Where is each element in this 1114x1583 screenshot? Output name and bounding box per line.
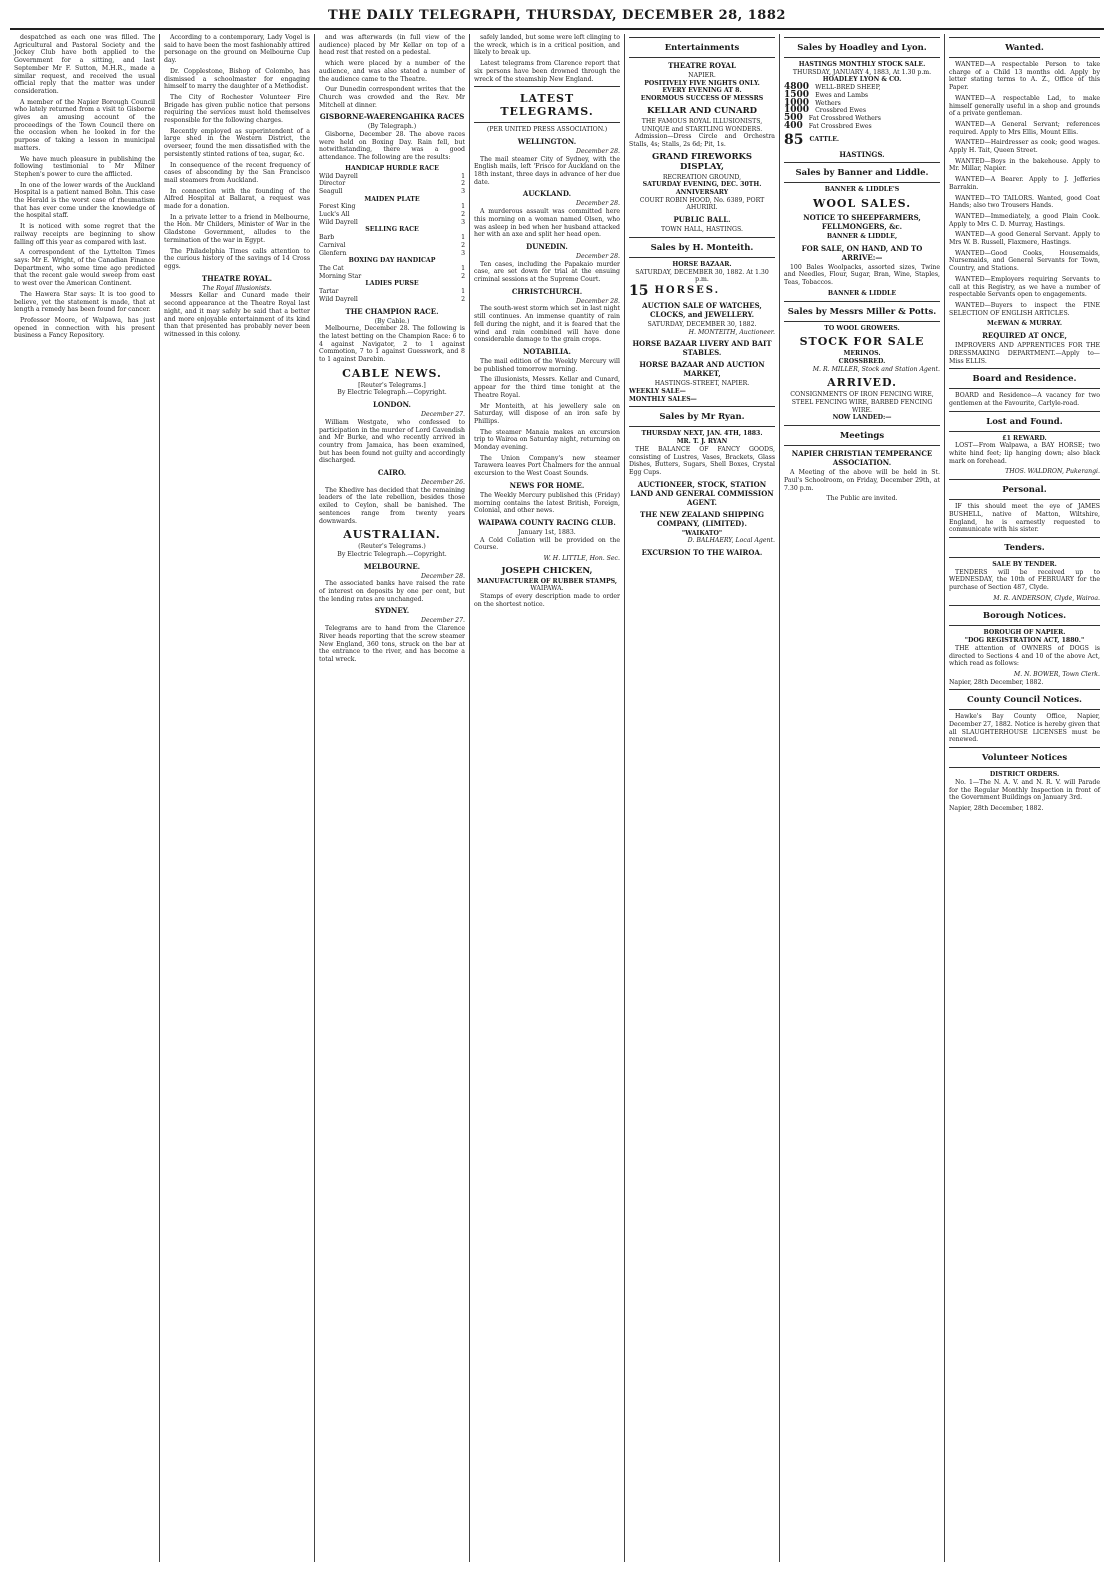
race-results [319, 173, 465, 196]
paragraph: We have much pleasure in publishing the following testimonial to Mr Milner Stephen's power to cure the afflicted. [14, 155, 155, 178]
signature: THOS. WALDRON, Pukerangi. [1005, 468, 1100, 476]
race-result-row [319, 296, 465, 304]
masthead-rule [10, 28, 1104, 30]
advert-line: CROSSBRED. [838, 357, 886, 365]
advert-subheading: MANUFACTURER OF RUBBER STAMPS, [477, 577, 617, 585]
column-2 [160, 34, 315, 1562]
section-heading: NOTABILIA. [522, 346, 571, 356]
dateline: December 28. [575, 252, 620, 260]
race-heading: HANDICAP HURDLE RACE [345, 164, 439, 172]
advert-heading: WOOL SALES. [812, 197, 912, 211]
signature: H. MONTEITH, Auctioneer. [688, 328, 775, 336]
section-subheading: (Reuter's Telegrams.) [358, 543, 426, 551]
advert-line: BANNER & LIDDLE'S [824, 186, 900, 194]
section-heading: LATEST TELEGRAMS. [500, 92, 594, 119]
placing: 2 [461, 241, 465, 249]
paragraph: No. 1—The N. A. V. and N. R. V. will Parade for the Regular Monthly Inspection in front of the Government Buildings on January 3rd. [949, 778, 1100, 802]
paragraph: A murderous assault was committed here this morning on a woman named Olsen, who was asleep in bed when her husband attacked her with an axe and split her head open. [474, 208, 620, 239]
section-heading: Sales by Messrs Miller & Potts. [787, 306, 937, 317]
dateline: December 27. [420, 411, 465, 419]
advert-line: "WAIKATO" [681, 529, 723, 537]
classified-ad: TENDERS will be received up to WEDNESDAY, the 10th of FEBRUARY for the purchase of Section 487, Clyde. [949, 568, 1100, 592]
horse-name: Tartar [319, 288, 339, 296]
paragraph: despatched as each one was filled. The Agricultural and Pastoral Society and the Jockey Club have both applied to the Government for a sitting, and last September Mr F. Sutton, M.H.R., made a similar request, and received the usual official reply that the matter was under consideration. [14, 34, 155, 95]
horse-name: Wild Dayrell [319, 218, 358, 226]
advert-heading: HORSE BAZAAR LIVERY AND BAIT STABLES. [632, 339, 772, 358]
stock-row [784, 107, 940, 115]
section-heading: THE CHAMPION RACE. [345, 306, 439, 316]
race-heading: SELLING RACE [365, 226, 419, 234]
stock-count: 1500 [784, 89, 810, 100]
section-heading: Entertainments [664, 43, 740, 53]
section-heading: GISBORNE-WAERENGAHIKA RACES [319, 112, 465, 122]
section-heading: Volunteer Notices [981, 753, 1068, 764]
placing: 1 [461, 203, 465, 211]
section-subheading: By Electric Telegraph.—Copyright. [337, 550, 447, 558]
paragraph: and was afterwards (in full view of the audience) placed by Mr Kellar on top of a head rest that rested on a pedestal. [319, 34, 465, 57]
stock-description: Ewes and Lambs [815, 91, 869, 99]
advert-line: NAPIER. [688, 72, 716, 79]
paragraph: A Meeting of the above will be held in St. Paul's Schoolroom, on Friday, December 29th, at 7.30 p.m. [784, 469, 940, 492]
signature: W. H. LITTLE, Hon. Sec. [543, 555, 620, 563]
race-result-row [319, 211, 465, 219]
paragraph: Stamps of every description made to order on the shortest notice. [474, 593, 620, 608]
classified-ad: IF this should meet the eye of JAMES BUSHELL, native of Matton, Wiltshire, England, he is earnestly requested to communicate with his sister. [949, 503, 1100, 534]
paragraph: The mail edition of the Weekly Mercury will be published tomorrow morning. [474, 357, 620, 373]
placing: 1 [461, 172, 465, 180]
horse-name: The Cat [319, 264, 344, 272]
horse-name: Wild Dayrell [319, 295, 358, 303]
section-heading: Sales by Banner and Liddle. [795, 168, 929, 179]
classified-ad: WANTED—TO TAILORS. Wanted, good Coat Hands; also two Trousers Hands. [949, 194, 1100, 210]
paragraph: William Westgate, who confessed to participation in the murder of Lord Cavendish and Mr Burke, and who recently arrived in country from Jamaica, has been examined, but has been found not guilty and accordingly discharged. [319, 418, 465, 465]
dateline: Napier, 28th December, 1882. [949, 805, 1044, 812]
horse-name: Forest King [319, 203, 356, 211]
advert-heading: NOTICE TO SHEEPFARMERS, FELLMONGERS, &c. [803, 213, 921, 232]
classified-ad: WANTED—Immediately, a good Plain Cook. Apply to Mrs C. D. Murray, Hastings. [949, 212, 1100, 228]
advert-line: BANNER & LIDDLE, [826, 233, 898, 241]
advert-line: BANNER & LIDDLE [827, 289, 897, 297]
paragraph: THE attention of OWNERS of DOGS is directed to Sections 4 and 10 of the above Act, which read as follows: [949, 644, 1100, 668]
advert-heading: JOSEPH CHICKEN, [501, 565, 593, 576]
race-heading: BOXING DAY HANDICAP [348, 257, 436, 265]
race-results [319, 265, 465, 280]
dateline-heading: DUNEDIN. [526, 241, 568, 251]
classified-ad: WANTED—Employers requiring Servants to call at this Registry, as we have a number of respectable Servants open to engagements. [949, 275, 1100, 299]
column-4 [470, 34, 625, 1562]
section-heading: County Council Notices. [967, 695, 1082, 706]
section-subheading: The Royal Illusionists. [202, 284, 272, 292]
dateline: December 26. [420, 479, 465, 487]
stock-description: WELL-BRED SHEEP, [815, 84, 881, 92]
advert-line: £1 REWARD. [1002, 434, 1047, 442]
dateline-heading: MELBOURNE. [363, 561, 421, 571]
paragraph: which were placed by a number of the audience, and was also stated a number of the audience came to the Theatre. [319, 60, 465, 83]
paragraph: The illusionists, Messrs. Kellar and Cunard, appear for the third time tonight at the Theatre Royal. [474, 376, 620, 399]
paragraph: Recently employed as superintendent of a large shed in the Western District, the overseer, found the men dissatisfied with the persistently stinted rations of tea, sugar, &c. [164, 127, 310, 158]
horse-name: Seagull [319, 187, 343, 195]
advert-line: SATURDAY, DECEMBER 30, 1882. At 1.30 p.m. [635, 268, 769, 284]
stock-row [784, 112, 940, 123]
paragraph: IMPROVERS AND APPRENTICES FOR THE DRESSMAKING DEPARTMENT.—Apply to— Miss ELLIS. [949, 342, 1100, 365]
dateline: December 28. [575, 147, 620, 155]
section-heading: Personal. [1002, 485, 1047, 496]
section-subheading: (By Telegraph.) [367, 123, 417, 131]
placing: 3 [461, 218, 465, 226]
placing: 1 [461, 234, 465, 242]
advert-line: CATTLE. [809, 136, 840, 144]
paragraph: The City of Rochester Volunteer Fire Brigade has given public notice that persons requiring the services must hold themselves responsible for the following charges. [164, 93, 310, 125]
dateline: December 28. [575, 200, 620, 208]
paragraph: The Hawera Star says: It is too good to believe, yet the statement is made, that at length a remedy has been found for cancer. [14, 290, 155, 314]
advert-line: The Public are invited. [826, 495, 898, 503]
columns [10, 34, 1104, 1562]
advert-heading: HORSE BAZAAR AND AUCTION MARKET, [639, 360, 765, 379]
dateline: December 27. [420, 617, 465, 625]
section-heading: WAIPAWA COUNTY RACING CLUB. [478, 517, 616, 527]
advert-line: McEWAN & MURRAY. [986, 320, 1063, 328]
placing: 3 [461, 187, 465, 195]
paragraph: 100 Bales Woolpacks, assorted sizes, Twine and Needles, Flour, Sugar, Bran, Wine, Staples, Teas, Tobaccos. [784, 263, 940, 287]
paragraph: The Khedive has decided that the remaining leaders of the late rebellion, besides those exiled to Ceylon, shall be banished. The sentences range from twenty years downwards. [319, 486, 465, 525]
race-result-row [319, 273, 465, 281]
advert-line: "DOG REGISTRATION ACT, 1880." [964, 637, 1085, 645]
paragraph: The associated banks have raised the rate of interest on deposits by one per cent, but the lending rates are unchanged. [319, 580, 465, 603]
advert-line: UNIQUE and STARTLING WONDERS. [641, 125, 763, 133]
paragraph: The mail steamer City of Sydney, with the English mails, left 'Frisco for Auckland on the 18th instant, three days in advance of her due date. [474, 155, 620, 186]
placing: 2 [461, 295, 465, 303]
paragraph: According to a contemporary, Lady Vogel is said to have been the most fashionably attired personage on the ground on Melbourne Cup day. [164, 34, 310, 65]
classified-ad: WANTED—A respectable Person to take charge of a Child 13 months old. Apply by letter stating terms to A. Z., Office of this Paper. [949, 61, 1100, 92]
stock-description: Fat Crossbred Wethers [808, 114, 881, 122]
advert-line: HOADLEY LYON & CO. [822, 76, 902, 84]
section-heading: CABLE NEWS. [342, 366, 442, 380]
section-subheading: (By Cable.) [374, 317, 410, 325]
paragraph: In one of the lower wards of the Auckland Hospital is a patient named Bohn. This case the Herald is the worst case of rheumatism that has ever come under the knowledge of the hospital staff. [14, 181, 155, 220]
section-heading: Sales by Mr Ryan. [659, 412, 745, 423]
advert-line: TOWN HALL, HASTINGS. [661, 226, 743, 234]
race-result-row [319, 288, 465, 296]
advert-heading: THE NEW ZEALAND SHIPPING COMPANY, (LIMITED). [640, 509, 764, 528]
horse-name: Carnival [319, 241, 346, 249]
dateline-heading: LONDON. [373, 400, 411, 410]
advert-line: RECREATION GROUND, [662, 173, 742, 181]
advert-line: DISTRICT ORDERS. [989, 771, 1060, 779]
section-heading: Wanted. [1005, 43, 1044, 53]
advert-line: COURT ROBIN HOOD, No. 6389, PORT AHURIRI. [639, 196, 765, 212]
advert-heading: NAPIER CHRISTIAN TEMPERANCE ASSOCIATION. [791, 449, 933, 468]
race-result-row [319, 250, 465, 258]
advert-heading: AUCTION SALE OF WATCHES, CLOCKS, and JEWELLERY. [642, 300, 762, 319]
paragraph: Latest telegrams from Clarence report that six persons have been drowned through the wreck of the steamship New England. [474, 60, 620, 83]
section-subheading: By Electric Telegraph.—Copyright. [337, 389, 447, 397]
race-results [319, 234, 465, 257]
stock-count: 1000 [784, 105, 810, 116]
advert-heading: PUBLIC BALL. [673, 215, 731, 225]
paragraph: The steamer Manaia makes an excursion trip to Wairoa on Saturday night, returning on Monday evening. [474, 428, 620, 452]
dateline: Napier, 28th December, 1882. [949, 678, 1044, 686]
section-heading: NEWS FOR HOME. [509, 480, 585, 490]
paragraph: Telegrams are to hand from the Clarence River heads reporting that the screw steamer New England, 360 tons, struck on the bar at the entrance to the river, and has become a total wreck. [319, 625, 465, 663]
paragraph: A member of the Napier Borough Council who lately returned from a visit to Gisborne gives an amusing account of the proceedings of the Town Council there on the occasion when he looked in for the purpose of taking a lesson in municipal matters. [14, 98, 155, 152]
section-heading: Sales by Hoadley and Lyon. [797, 43, 927, 53]
advert-heading: REQUIRED AT ONCE, [982, 331, 1067, 341]
advert-line: SATURDAY EVENING, DEC. 30TH. [642, 181, 762, 189]
horse-name: Director [319, 180, 346, 188]
stock-count: 500 [784, 112, 803, 123]
placing: 2 [461, 180, 465, 188]
section-subheading: (PER UNITED PRESS ASSOCIATION.) [486, 126, 608, 134]
section-heading: AUSTRALIAN. [343, 528, 441, 542]
race-heading: MAIDEN PLATE [364, 195, 420, 203]
paragraph: Admission—Dress Circle and Orchestra Stalls, 4s; Stalls, 2s 6d; Pit, 1s. [629, 133, 775, 148]
classified-ad: WANTED—A General Servant; references required. Apply to Mrs Ellis, Mount Ellis. [949, 120, 1100, 136]
placing: 2 [461, 272, 465, 280]
sheep-list [784, 84, 940, 130]
section-heading: Meetings [839, 431, 885, 442]
advert-line: TO WOOL GROWERS. [824, 324, 900, 332]
paragraph: Gisborne, December 28. The above races were held on Boxing Day. Rain fell, but notwithstanding, there was a good attendance. The following are the results: [319, 131, 465, 162]
paragraph: A Cold Collation will be provided on the Course. [474, 536, 620, 552]
advert-heading: EXCURSION TO THE WAIROA. [641, 548, 763, 558]
section-heading: Board and Residence. [972, 374, 1077, 385]
race-result-row [319, 265, 465, 273]
stock-description: Crossbred Ewes [815, 107, 866, 115]
advert-line: MR. T. J. RYAN [676, 438, 728, 446]
signature: D. BALHAERY, Local Agent. [687, 537, 775, 545]
cattle-count: 85 [784, 132, 804, 149]
advert-line: WEEKLY SALE— [629, 388, 686, 396]
dateline: December 28. [420, 572, 465, 580]
section-heading: Tenders. [1004, 542, 1045, 553]
paragraph: Our Dunedin correspondent writes that the Church was crowded and the Rev. Mr Mitchell at dinner. [319, 86, 465, 109]
signature: M. N. BOWER, Town Clerk. [1013, 670, 1100, 678]
advert-heading: AUCTIONEER, STOCK, STATION LAND AND GENERAL COMMISSION AGENT. [630, 479, 774, 507]
paragraph: In consequence of the recent frequency of cases of absconding by the San Francisco mail steamers from Auckland. [164, 161, 310, 184]
section-subheading: [Reuter's Telegrams.] [358, 381, 426, 389]
advert-line: HORSES. [654, 285, 721, 297]
advert-heading: ARRIVED. [827, 376, 897, 390]
placing: 1 [461, 264, 465, 272]
paragraph: A correspondent of the Lyttelton Times says: Mr E. Wright, of the Canadian Finance Department, who some time ago predicted that the recent gale would sweep from east to west over the American Continent. [14, 249, 155, 288]
section-heading: Sales by H. Monteith. [650, 242, 754, 253]
advert-line: THURSDAY, JANUARY 4, 1883, At 1.30 p.m. [792, 68, 932, 76]
advert-heading: GRAND FIREWORKS DISPLAY, [651, 151, 753, 172]
advert-line: MONTHLY SALES— [629, 395, 697, 403]
advert-heading: HASTINGS. [839, 150, 885, 160]
paragraph: Ten cases, including the Papakaio murder case, are set down for trial at the ensuing criminal sessions at the Supreme Court. [474, 260, 620, 284]
race-heading: LADIES PURSE [365, 280, 419, 288]
paragraph: The Philadelphia Times calls attention to the curious history of the savings of 14 Cross eggs. [164, 247, 310, 270]
column-6 [780, 34, 945, 1562]
stock-count: 4800 [784, 82, 810, 93]
classified-ad: BOARD and Residence—A vacancy for two gentlemen at the Favourite, Carlyle-road. [949, 392, 1100, 407]
placing: 2 [461, 211, 465, 219]
dateline: December 28. [575, 297, 620, 305]
stock-count: 1000 [784, 97, 810, 108]
stock-count: 400 [784, 120, 803, 131]
advert-line: EVERY EVENING AT 8. [662, 87, 742, 95]
advert-line: POSITIVELY FIVE NIGHTS ONLY. [644, 79, 760, 87]
advert-line: THE FAMOUS ROYAL ILLUSIONISTS, [641, 117, 763, 125]
classified-ad: LOST—From Walpawa, a BAY HORSE; two white hind feet; lip hanging down; also black mark on forehead. [949, 442, 1100, 465]
column-1 [10, 34, 160, 1562]
horse-name: Wild Dayrell [319, 172, 358, 180]
advert-line: HORSE BAZAAR. [672, 260, 732, 268]
paragraph: Mr Monteith, at his jewellery sale on Saturday, will dispose of an iron safe by Phillips. [474, 402, 620, 425]
horse-name: Barb [319, 234, 335, 242]
race-result-row [319, 219, 465, 227]
paragraph: Melbourne, December 28. The following is the latest betting on the Champion Race: 6 to 4 against Navigator, 2 to 1 against Commotion, 7 to 1 against Guesswork, and 8 to 1 against Darebin. [319, 325, 465, 364]
race-result-row [319, 173, 465, 181]
advert-line: HASTINGS MONTHLY STOCK SALE. [798, 61, 926, 68]
paragraph: The Union Company's new steamer Tarawera leaves Port Chalmers for the annual excursion to the West Coast Sounds. [474, 454, 620, 478]
placing: 1 [461, 288, 465, 296]
advert-line: THURSDAY NEXT, JAN. 4TH, 1883. [641, 430, 763, 438]
classified-ad: WANTED—A Bearer. Apply to J. Jefferies Barrakin. [949, 176, 1100, 191]
section-heading: THEATRE ROYAL. [201, 273, 273, 283]
dateline-heading: AUCKLAND. [522, 189, 572, 199]
advert-heading: STOCK FOR SALE [799, 335, 925, 349]
signature: M. R. MILLER, Stock and Station Agent. [812, 365, 940, 373]
advert-line: BOROUGH OF NAPIER. [983, 629, 1066, 637]
paragraph: Professor Moore, of Walpawa, has just opened in connection with his present business a Fancy Repository. [14, 316, 155, 340]
paragraph: In a private letter to a friend in Melbourne, the Hon. Mr Childers, Minister of War in the Gladstone Government, alludes to the termination of the war in Egypt. [164, 213, 310, 244]
classified-ad: WANTED—Good Cooks, Housemaids, Nursemaids, and General Servants for Town, Country, and Stations. [949, 249, 1100, 273]
advert-line: HASTINGS-STREET, NAPIER. [654, 380, 750, 388]
stock-row [784, 120, 940, 131]
section-subheading: January 1st, 1883. [518, 528, 576, 536]
advert-line: SATURDAY, DECEMBER 30, 1882. [647, 320, 757, 328]
classified-ad: WANTED—A respectable Lad, to make himself generally useful in a shop and grounds of a private gentleman. [949, 94, 1100, 118]
classified-ad: WANTED—Boys in the bakehouse. Apply to Mr. Millar, Napier. [949, 157, 1100, 173]
newspaper-page [10, 8, 1104, 1566]
horse-name: Morning Star [319, 272, 362, 280]
paragraph: The south-west storm which set in last night still continues. An immense quantity of rain fell during the night, and it is feared that the wind and rain combined will have done considerable damage to the grain crops. [474, 305, 620, 344]
advert-line: NOW LANDED:— [832, 414, 892, 422]
paragraph: Hawke's Bay County Office, Napier, December 27, 1882. Notice is hereby given that all SLAUGHTERHOUSE LICENSES must be renewed. [949, 713, 1100, 744]
advert-heading: THEATRE ROYAL [668, 61, 736, 70]
race-result-row [319, 188, 465, 196]
paragraph: Dr. Copplestone, Bishop of Colombo, has dismissed a schoolmaster for engaging himself to marry the daughter of a Methodist. [164, 67, 310, 91]
classified-ad: WANTED—Hairdresser as cook; good wages. Apply H. Tait, Queen Street. [949, 139, 1100, 155]
advert-line: ENORMOUS SUCCESS OF MESSRS [640, 95, 764, 103]
race-results [319, 288, 465, 303]
advert-town: WAIPAWA. [530, 585, 564, 593]
horse-name: Glenfern [319, 249, 347, 257]
column-7 [945, 34, 1104, 1562]
advert-line: SALE BY TENDER. [992, 560, 1057, 568]
dateline-heading: SYDNEY. [374, 606, 410, 616]
placing: 3 [461, 249, 465, 257]
column-3 [315, 34, 470, 1562]
section-heading: Lost and Found. [986, 416, 1063, 427]
paragraph: safely landed, but some were left clinging to the wreck, which is in a critical position, and likely to break up. [474, 34, 620, 57]
classified-ad: WANTED—A good General Servant. Apply to Mrs W. B. Russell, Flaxmere, Hastings. [949, 231, 1100, 247]
section-heading: Borough Notices. [982, 611, 1067, 622]
horses-count: 15 [629, 282, 649, 299]
paragraph: It is noticed with some regret that the railway receipts are beginning to show falling off this year as compared with last. [14, 223, 155, 246]
horse-name: Luck's All [319, 211, 350, 219]
race-result-row [319, 242, 465, 250]
classified-ad: WANTED—Buyers to inspect the FINE SELECTION OF ENGLISH ARTICLES. [949, 301, 1100, 317]
race-results [319, 203, 465, 226]
masthead: THE DAILY TELEGRAPH, THURSDAY, DECEMBER 28, 1882 [328, 8, 786, 23]
advert-line: ANNIVERSARY [675, 189, 729, 197]
advert-heading: FOR SALE, ON HAND, AND TO ARRIVE:— [801, 243, 923, 262]
race-result-row [319, 234, 465, 242]
column-5 [625, 34, 780, 1562]
dateline-heading: WELLINGTON. [517, 136, 577, 146]
paragraph: Messrs Kellar and Cunard made their second appearance at the Theatre Royal last night, and it may safely be said that a better and more enjoyable entertainment of its kind than that presented has probably never been witnessed in this colony. [164, 292, 310, 338]
advert-line: CONSIGNMENTS OF IRON FENCING WIRE, STEEL FENCING WIRE, BARBED FENCING WIRE. [790, 391, 934, 414]
dateline-heading: CAIRO. [377, 468, 407, 478]
advert-line: MERINOS. [843, 350, 881, 358]
advert-heading: KELLAR AND CUNARD [646, 105, 758, 116]
race-result-row [319, 180, 465, 188]
paragraph: In connection with the founding of the Alfred Hospital at Ballarat, a request was made for a donation. [164, 187, 310, 211]
dateline-heading: CHRISTCHURCH. [511, 286, 583, 296]
paragraph: The Weekly Mercury published this (Friday) morning contains the latest British, Foreign, Colonial, and other news. [474, 491, 620, 515]
stock-description: Wethers [815, 99, 841, 107]
paragraph: THE BALANCE OF FANCY GOODS, consisting of Lustres, Vases, Brackets, Glass Dishes, Butters, Sugars, Shell Boxes, Crystal Egg Cups. [629, 445, 775, 476]
race-result-row [319, 203, 465, 211]
signature: M. R. ANDERSON, Clyde, Wairoa. [993, 594, 1100, 602]
stock-description: Fat Crossbred Ewes [808, 122, 872, 130]
